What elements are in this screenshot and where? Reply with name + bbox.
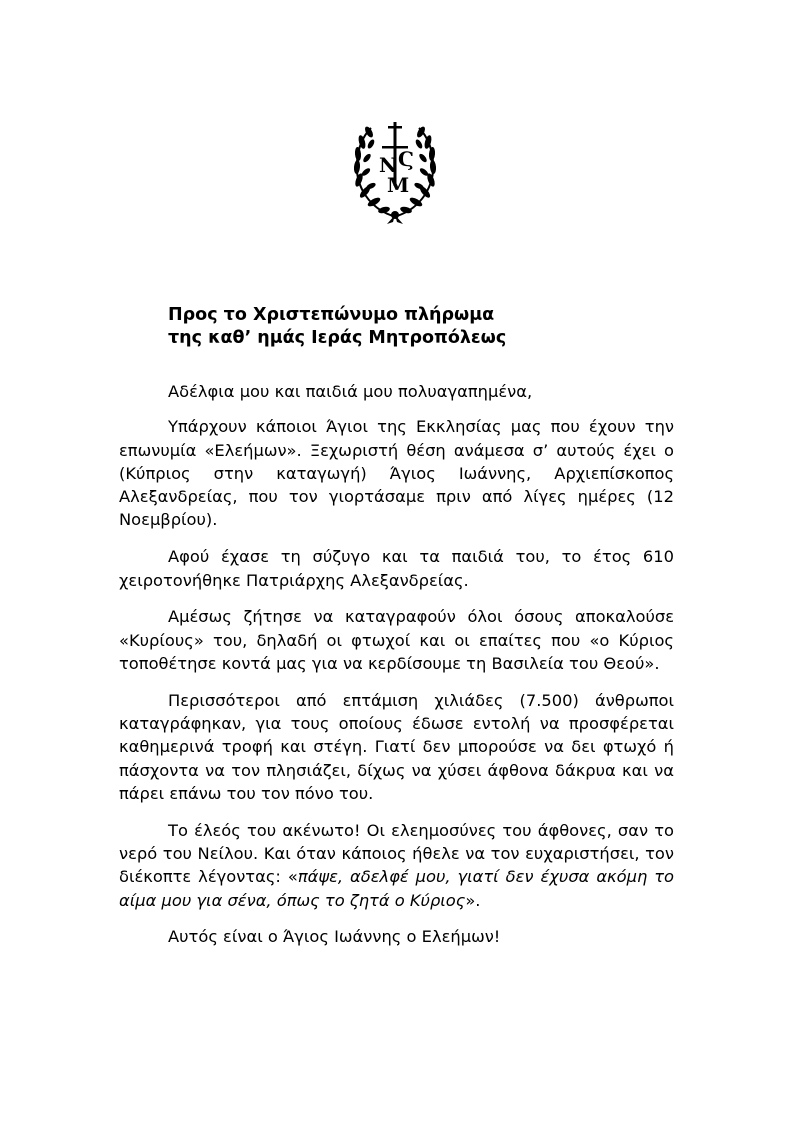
paragraph-5-quote: πάψε, αδελφέ μου, γιατί δεν έχυσα ακόμη το αίμα μου για σένα, όπως το ζητά ο Κύριος [119,867,675,910]
metropolis-seal-emblem [349,120,441,228]
monogram-letter-s: Ϛ [398,147,414,171]
addressee-heading [168,304,506,350]
monogram-letter-m: Μ [387,173,410,197]
paragraph-1: Υπάρχουν κάποιοι Άγιοι της Εκκλησίας μας που έχουν την επωνυμία «Ελεήμων». Ξεχωριστή θέση ανάμεσα σ’ αυτούς έχει ο (Κύπριος στην καταγωγή) Άγιος Ιωάννης, Αρχιεπίσκοπος Αλεξανδρείας, που τον γιορτάσαμε πριν από λίγες ημέρες (12 Νοεμβρίου). [119,417,674,530]
addressee-line-1: Προς το Χριστεπώνυμο πλήρωμα [168,305,495,325]
paragraph-3: Αμέσως ζήτησε να καταγραφούν όλοι όσους αποκαλούσε «Κυρίους» του, δηλαδή οι φτωχοί και οι επαίτες που «ο Κύριος τοποθέτησε κοντά μας για να κερδίσουμε τη Βασιλεία του Θεού». [119,607,674,673]
monogram-letter-n: Ν [379,153,398,177]
salutation: Αδέλφια μου και παιδιά μου πολυαγαπημένα, [168,382,533,401]
paragraph-5 [119,819,674,912]
letter-body [119,380,674,962]
paragraph-5-start: Το έλεός του ακένωτο! Οι ελεημοσύνες του άφθονες, σαν το νερό του Νείλου. Και όταν κάποιος ήθελε να τον ευχαριστήσει, τον διέκοπτε λέγοντας: « [119,820,674,887]
paragraph-2: Αφού έχασε τη σύζυγο και τα παιδιά του, το έτος 610 χειροτονήθηκε Πατριάρχης Αλεξανδρείας. [119,547,674,590]
addressee-line-2: της καθ’ ημάς Ιεράς Μητροπόλεως [168,328,507,348]
closing-line: Αυτός είναι ο Άγιος Ιωάννης ο Ελεήμων! [168,927,501,947]
paragraph-4: Περισσότεροι από επτάμιση χιλιάδες (7.500) άνθρωποι καταγράφηκαν, για τους οποίους έδωσε εντολή να προσφέρεται καθημερινά τροφή και στέγη. Γιατί δεν μπορούσε να δει φτωχό ή πάσχοντα να τον πλησιάζει, δίχως να χύσει άφθονα δάκρυα και να πάρει επάνω του τον πόνο του. [119,690,674,803]
paragraph-5-end: ». [465,890,481,910]
